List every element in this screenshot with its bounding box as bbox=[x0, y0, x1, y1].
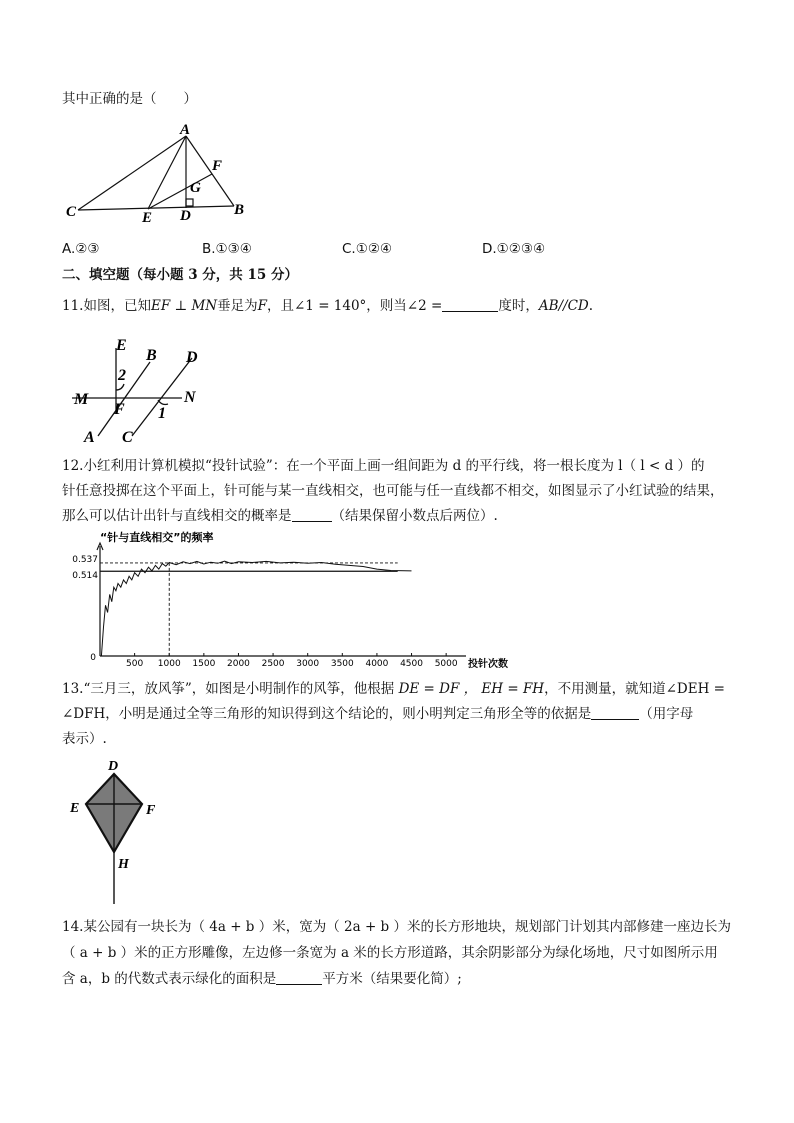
q11-answer-blank[interactable] bbox=[442, 297, 498, 312]
label-B2: B bbox=[146, 347, 157, 364]
q13-line2-pre: ∠DFH，小明是通过全等三角形的知识得到这个结论的，则小明判定三角形全等的依据是 bbox=[62, 706, 592, 722]
x-tick-label: 2000 bbox=[227, 659, 250, 669]
q12-answer-blank[interactable] bbox=[292, 507, 332, 522]
x-tick-label: 500 bbox=[126, 659, 144, 669]
label-F2: F bbox=[114, 401, 125, 418]
q11-ab-cd: AB//CD bbox=[538, 298, 589, 314]
x-tick-label: 3500 bbox=[330, 659, 354, 669]
q14-line3-pre: 含 a，b 的代数式表示绿化的面积是 bbox=[62, 971, 277, 987]
label-E: E bbox=[142, 210, 153, 226]
q11-pre: 11.如图，已知 bbox=[62, 298, 151, 314]
q11-foot: F bbox=[257, 298, 267, 314]
q11-ef-mn: EF ⊥ MN bbox=[150, 298, 218, 314]
q11-post: 度时， bbox=[498, 298, 539, 314]
label-1: 1 bbox=[158, 405, 166, 422]
label-C2: C bbox=[122, 429, 133, 446]
q13-line1 bbox=[62, 680, 725, 698]
x-tick-label: 4500 bbox=[400, 659, 423, 669]
label-H3: H bbox=[118, 857, 129, 872]
q14-line3-post: 平方米（结果要化简）; bbox=[322, 971, 462, 987]
x-tick-label: 1500 bbox=[192, 659, 216, 669]
label-A2: A bbox=[84, 429, 95, 446]
y-tick-label: 0.514 bbox=[72, 571, 98, 582]
q13-line1-post: ，不用测量，就知道∠DEH = bbox=[544, 681, 725, 697]
label-N: N bbox=[184, 389, 196, 406]
y-tick-label: 0.537 bbox=[72, 554, 98, 565]
q12-line2: 针任意投掷在这个平面上，针可能与某一直线相交，也可能与任一直线都不相交，如图显示了小红试验的结果， bbox=[62, 483, 724, 499]
x-tick-label: 1000 bbox=[157, 659, 181, 669]
q10-option-a: A.②③ bbox=[62, 241, 100, 257]
q14-line3 bbox=[62, 970, 462, 988]
frequency-series-line bbox=[101, 561, 411, 656]
q12-line3 bbox=[62, 507, 498, 525]
q10-stem: 其中正确的是（ ） bbox=[62, 91, 197, 107]
origin-label: 0 bbox=[90, 653, 96, 663]
q13-line1-math: DE = DF ， EH = FH bbox=[398, 681, 545, 697]
label-B: B bbox=[234, 202, 245, 218]
x-tick-label: 5000 bbox=[434, 659, 458, 669]
q13-line1-pre: 13.“三月三，放风筝”，如图是小明制作的风筝，他根据 bbox=[62, 681, 395, 697]
q14-answer-blank[interactable] bbox=[276, 970, 322, 985]
q13-answer-blank[interactable] bbox=[591, 705, 639, 720]
q13-line2-post: （用字母 bbox=[639, 706, 694, 722]
label-2: 2 bbox=[118, 367, 126, 384]
label-E2: E bbox=[116, 337, 127, 354]
label-D2: D bbox=[186, 349, 198, 366]
label-D3: D bbox=[108, 759, 119, 774]
label-C: C bbox=[66, 204, 77, 220]
label-F3: F bbox=[146, 803, 156, 818]
q13-line3: 表示）. bbox=[62, 731, 107, 747]
label-E3: E bbox=[70, 801, 80, 816]
frequency-chart bbox=[70, 530, 508, 670]
q14-line2: （ a + b ）米的正方形雕像，左边修一条宽为 a 米的长方形道路，其余阴影部分为绿化场地，尺寸如图所示用 bbox=[62, 945, 718, 961]
q10-option-d: D.①②③④ bbox=[482, 241, 546, 257]
q10-option-c: C.①②④ bbox=[342, 241, 393, 257]
q10-triangle-figure bbox=[62, 122, 262, 226]
q11-parallel-lines-figure bbox=[72, 336, 222, 446]
q12-line3-pre: 那么可以估计出针与直线相交的概率是 bbox=[62, 508, 292, 524]
q13-kite-figure bbox=[66, 756, 186, 906]
q12-line3-post: （结果保留小数点后两位）. bbox=[331, 508, 498, 524]
label-A: A bbox=[180, 122, 191, 138]
q14-line1: 14.某公园有一块长为（ 4a + b ）米，宽为（ 2a + b ）米的长方形地块，规划部门计划其内部修建一座边长为 bbox=[62, 919, 731, 935]
q11-mid2: ，且∠1 = 140°，则当∠2 = bbox=[267, 298, 443, 314]
q10-option-b: B.①③④ bbox=[202, 241, 252, 257]
q11-end: . bbox=[588, 298, 594, 314]
q11-mid: 垂足为 bbox=[217, 298, 258, 314]
label-G: G bbox=[190, 180, 201, 196]
x-tick-label: 4000 bbox=[365, 659, 389, 669]
x-tick-label: 2500 bbox=[261, 659, 285, 669]
q11-text bbox=[62, 297, 593, 315]
label-F: F bbox=[212, 158, 223, 174]
chart-title: “针与直线相交”的频率 bbox=[100, 531, 214, 544]
x-axis-label: 投针次数 bbox=[468, 659, 508, 670]
section-heading: 二、填空题（每小题 3 分，共 15 分） bbox=[62, 267, 298, 283]
label-M: M bbox=[74, 391, 89, 408]
label-D: D bbox=[180, 208, 191, 224]
q12-line1: 12.小红利用计算机模拟“投针试验”：在一个平面上画一组间距为 d 的平行线，将一根长度为 l（ l < d ）的 bbox=[62, 458, 705, 474]
x-tick-label: 3000 bbox=[296, 659, 320, 669]
q13-line2 bbox=[62, 705, 693, 723]
